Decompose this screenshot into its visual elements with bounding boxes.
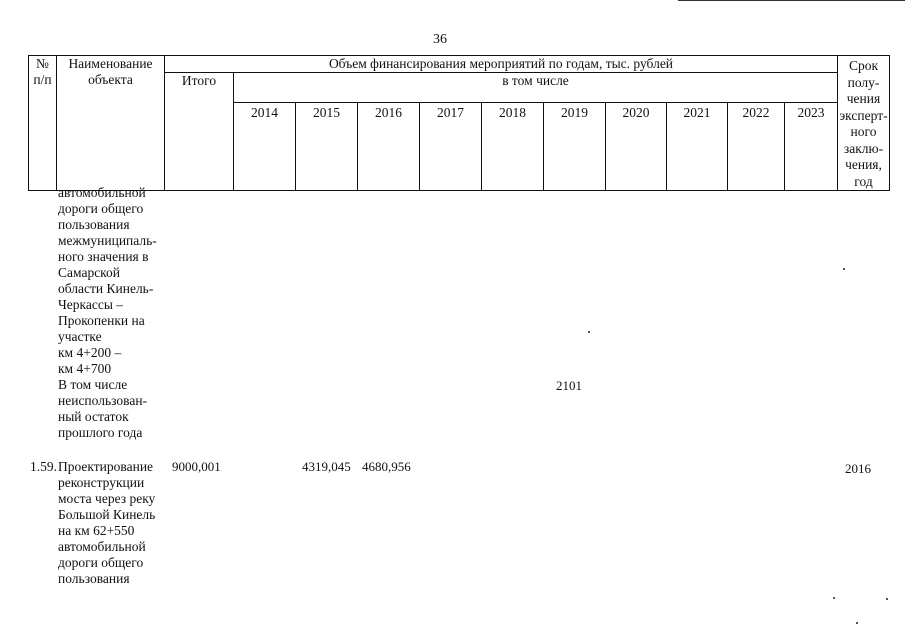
row-1-59-deadline: 2016: [845, 461, 871, 476]
header-year-2017: 2017: [420, 103, 482, 191]
scan-speck: [588, 331, 590, 333]
continued-row-2019-value: 2101: [556, 378, 582, 393]
scan-speck: [886, 598, 888, 600]
scan-speck: [833, 597, 835, 599]
header-year-2021: 2021: [667, 103, 728, 191]
header-name-label: Наименование объекта: [68, 56, 153, 87]
scan-speck: [843, 268, 845, 270]
header-funding-label: Объем финансирования мероприятий по годам, тыс. рублей: [328, 56, 674, 71]
header-total-col: [165, 73, 234, 191]
row-1-59-total: 9000,001: [172, 459, 221, 474]
scan-speck: [856, 622, 858, 624]
header-year-2016: 2016: [358, 103, 420, 191]
header-deadline-line: год: [854, 173, 873, 189]
header-deadline-line: чения,: [845, 157, 882, 172]
header-deadline-line: ного: [850, 124, 877, 139]
header-deadline-line: чения: [846, 91, 881, 106]
header-year-2015: 2015: [296, 103, 358, 191]
header-year-2019: 2019: [544, 103, 606, 191]
header-including-label: в том числе: [502, 73, 569, 88]
header-year-2018: 2018: [482, 103, 544, 191]
header-year-2014: 2014: [234, 103, 296, 191]
top-rule: [678, 0, 905, 1]
header-deadline-line: эксперт-: [839, 107, 888, 123]
row-1-59-2015-value: 4319,045: [302, 459, 351, 474]
header-deadline-line: заклю-: [843, 140, 884, 156]
page-number: 36: [433, 32, 447, 47]
row-1-59-name: Проектирование реконструкции моста через реку Большой Кинель на км 62+550 автомобильной дороги общего пользования: [58, 459, 156, 586]
header-funding-col: [165, 56, 838, 73]
header-year-2023: 2023: [785, 103, 838, 191]
header-deadline-col: [838, 56, 890, 191]
header-name-col: [57, 56, 165, 191]
header-deadline-line: полу-: [847, 74, 880, 90]
continued-row-name: автомобильной дороги общего пользования межмуниципаль- ного значения в Самарской области Кинель- Черкассы – Прокопенки на участке км 4+200 – км 4+700 В том числе неиспользован- ный остаток прошлого года: [58, 185, 157, 440]
header-number-col: [29, 56, 57, 191]
row-1-59-number: 1.59.: [30, 459, 57, 474]
header-including-col: [234, 73, 838, 103]
header-deadline-line: Срок: [848, 58, 879, 73]
header-year-2020: 2020: [606, 103, 667, 191]
funding-table-header: [28, 55, 890, 191]
header-total-label: Итого: [181, 73, 217, 88]
header-number-label: № п/п: [33, 56, 52, 87]
row-1-59-2016-value: 4680,956: [362, 459, 411, 474]
header-year-2022: 2022: [728, 103, 785, 191]
